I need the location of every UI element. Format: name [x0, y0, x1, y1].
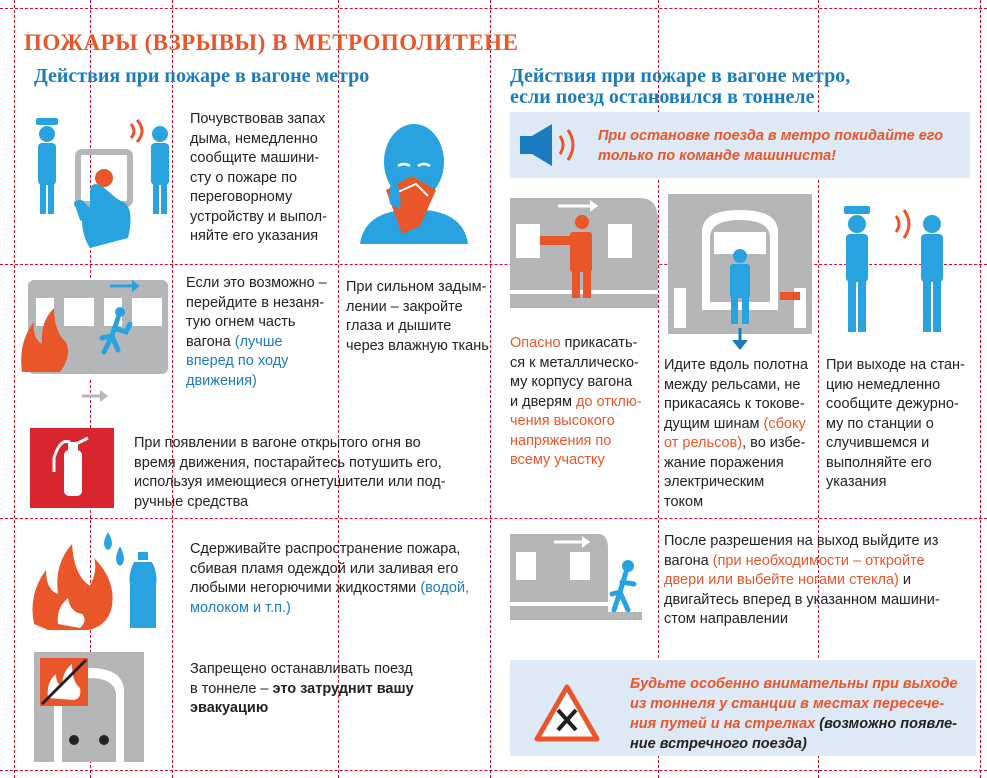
loudspeaker-icon — [518, 122, 584, 168]
driver-instruction-text: Почувствовав запах дыма, немедленно сообщите машини- сту о пожаре по переговорному устройству и выпол- няйте его указания — [190, 111, 327, 244]
exit-train-illustration — [510, 528, 650, 628]
left-heading: Действия при пожаре в вагоне метро — [34, 65, 370, 87]
move-away-text: Если это возможно – перейдите в незаня- тую огнем часть вагона (лучше вперед по ходу движения) — [186, 275, 327, 389]
right-heading: Действия при пожаре в вагоне метро, если поезд остановился в тоннеле — [510, 65, 851, 108]
caution-text: Будьте особенно внимательны при выходе из тоннеля у станции в местах пересече- ния путей и на стрелках (возможно появле- ние встречного поезда) — [630, 676, 958, 752]
burning-car-illustration — [20, 272, 170, 402]
crossing-warning-sign-icon — [534, 684, 600, 742]
rails-instruction-text: Идите вдоль полотна между рельсами, не прикасаясь к токове- дущим шинам (сбоку от рельсов), во избе- жание поражения электрическим током — [664, 357, 809, 510]
exit-instruction-text: После разрешения на выход выйдите из вагона (при необходимости – откройте двери или выбейте ногами стекла) и двигайтесь вперед в указанном машини- стом направлении — [664, 533, 940, 627]
do-not-touch-illustration — [510, 190, 658, 310]
wet-cloth-illustration — [356, 114, 476, 244]
fire-water-illustration — [28, 524, 168, 634]
station-officer-illustration — [834, 200, 954, 340]
metal-warning-text: Опасно прикасать- ся к металлическо- му корпусу вагона и дверям до отклю- чения высокого напряжения по всему участку — [510, 335, 642, 468]
fire-extinguisher-icon — [30, 428, 114, 508]
extinguisher-text: При появлении в вагоне открытого огня во время движения, постарайтесь потушить его, используя имеющиеся огнетушители или под- ручные средства — [134, 435, 446, 510]
intercom-illustration — [30, 108, 180, 258]
liquid-text: Сдерживайте распространение пожара, сбивая пламя одеждой или заливая его любыми негорючими жидкостями (водой, молоком и т.п.) — [190, 541, 470, 616]
page-title: ПОЖАРЫ (ВЗРЫВЫ) В МЕТРОПОЛИТЕНЕ — [24, 30, 519, 55]
smoke-instruction-text: При сильном задым- лении – закройте глаза и дышите через влажную ткань — [346, 279, 489, 354]
no-stop-in-tunnel-illustration — [34, 652, 144, 762]
no-stop-text: Запрещено останавливать поезд в тоннеле – это затруднит вашу эвакуацию — [190, 661, 414, 716]
command-warning-text: При остановке поезда в метро покидайте его только по команде машиниста! — [598, 128, 944, 164]
walk-between-rails-illustration — [666, 192, 816, 354]
station-report-text: При выходе на стан- цию немедленно сообщите дежурно- му по станции о случившемся и выполняйте его указания — [826, 357, 965, 490]
